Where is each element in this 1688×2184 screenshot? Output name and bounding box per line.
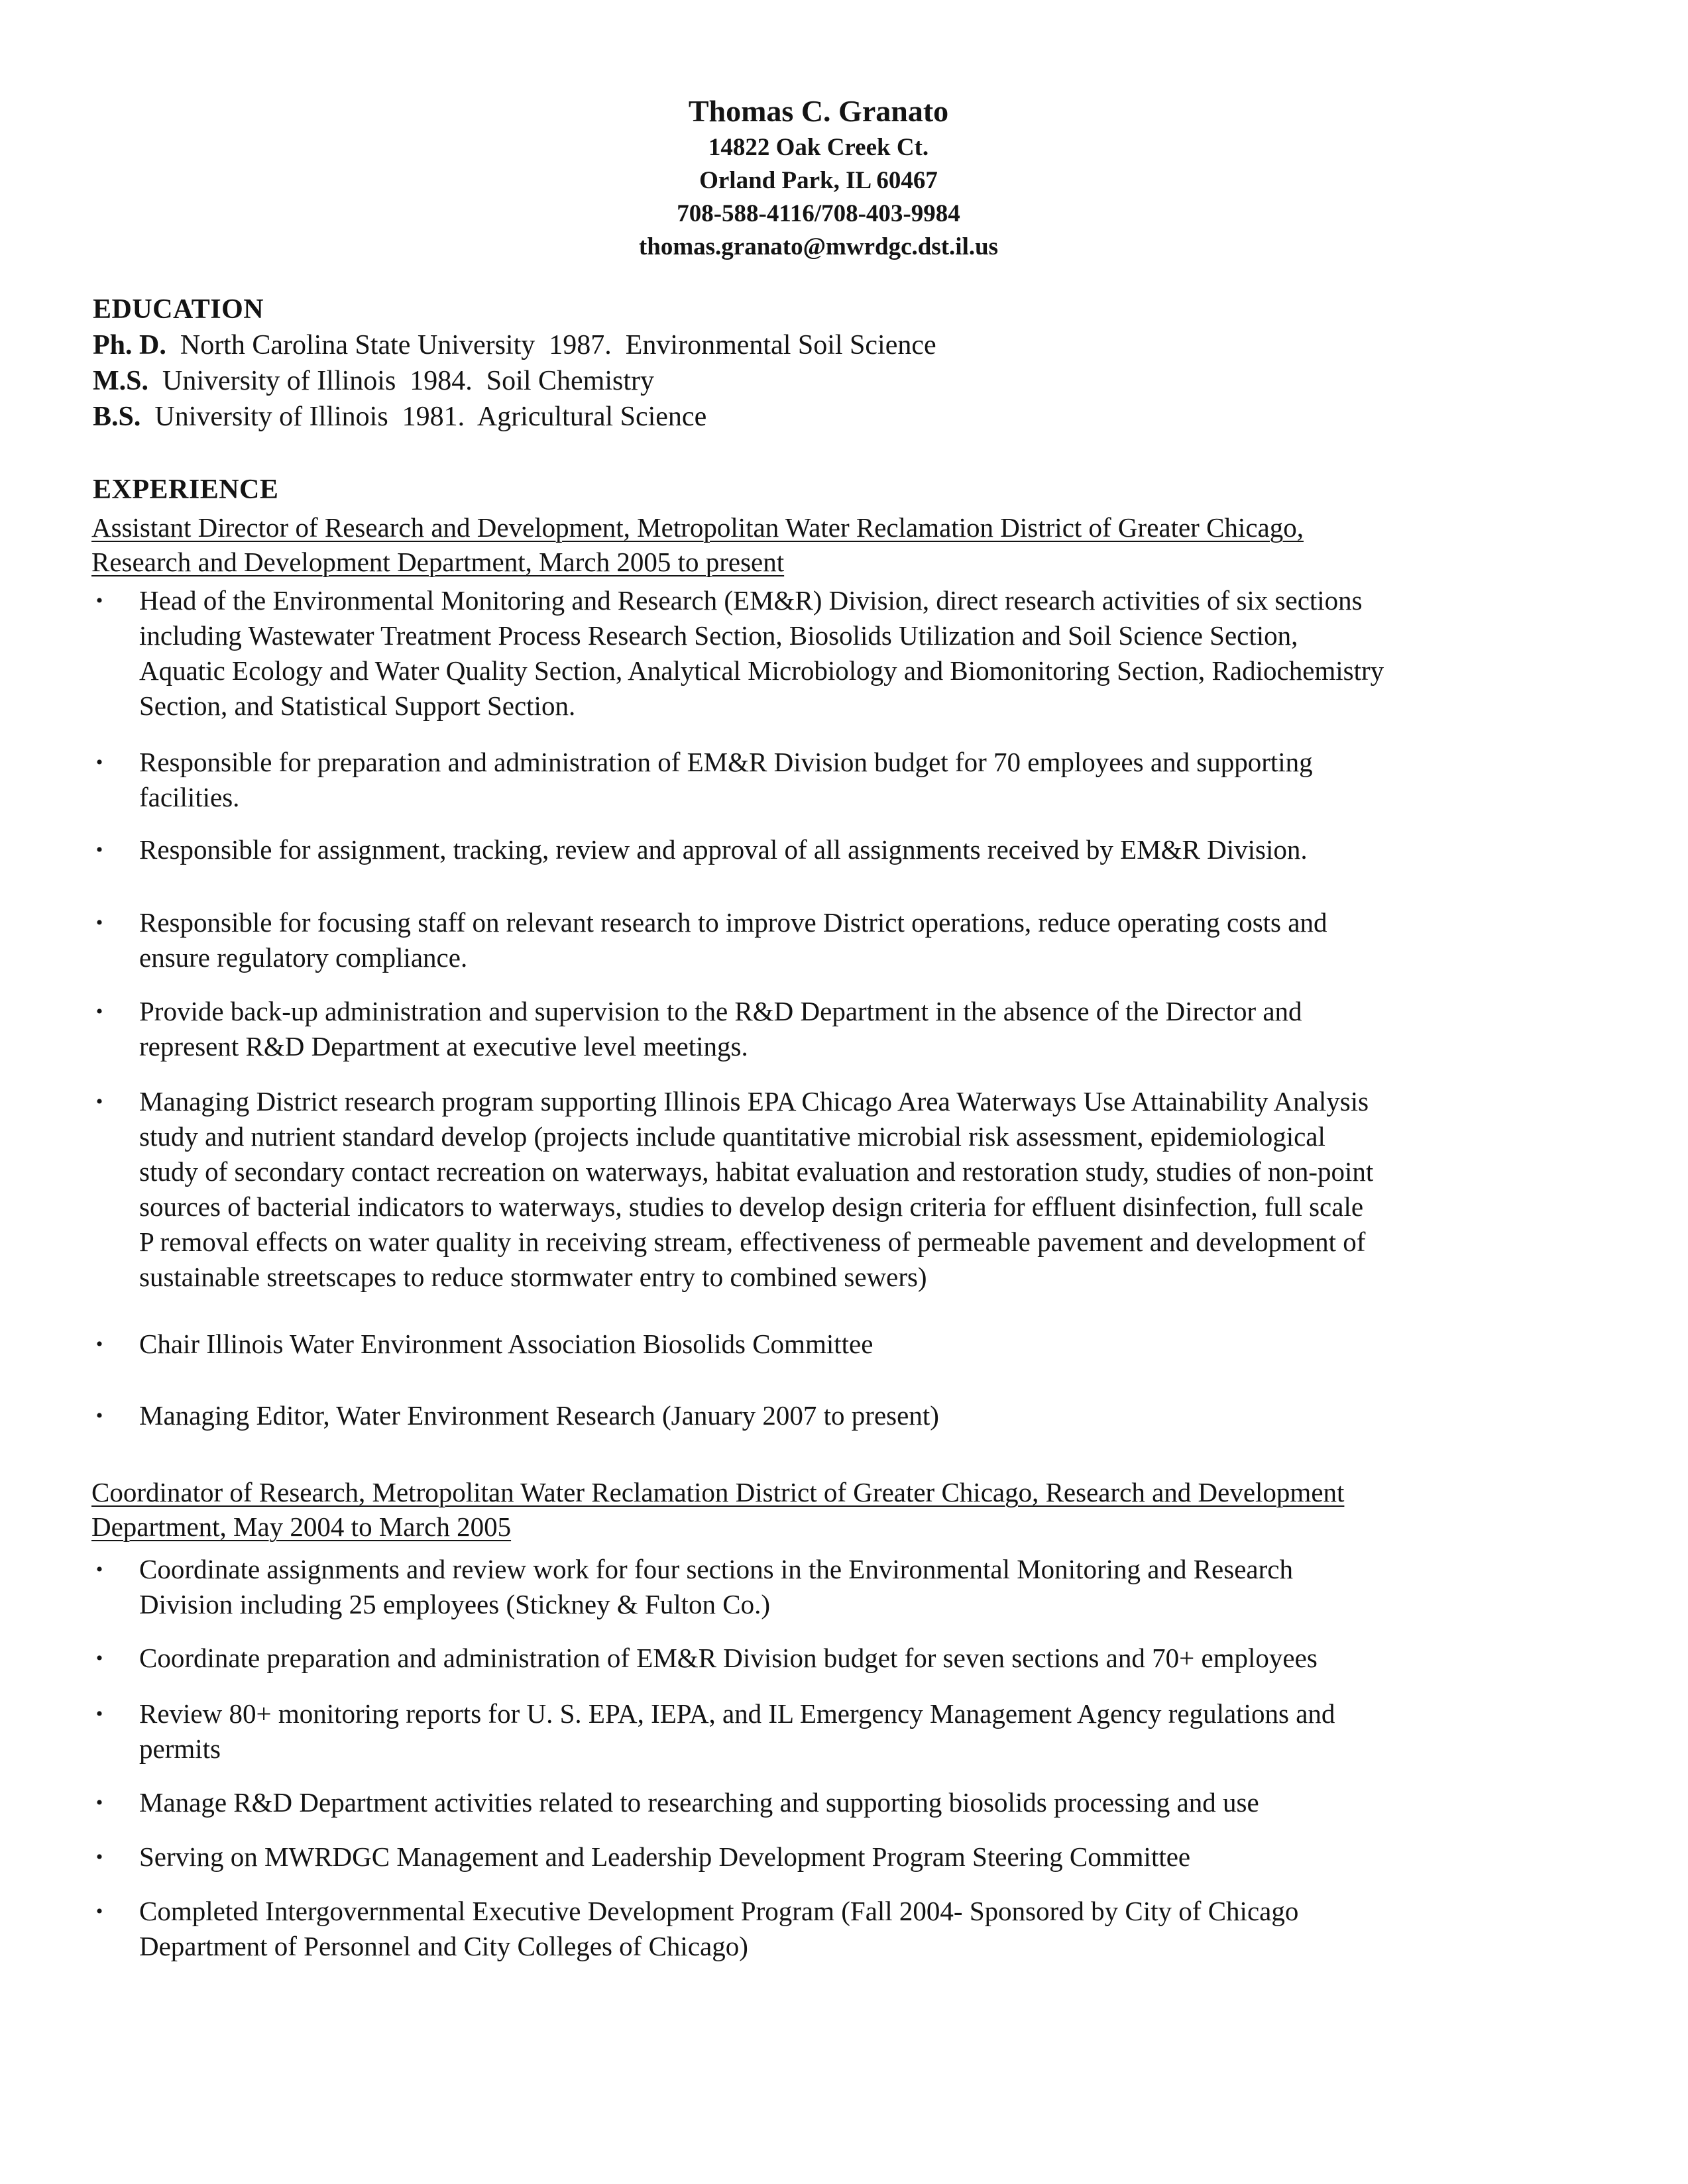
bullet-text-line: Coordinate assignments and review work for four sections in the Environmental Monitoring and Research — [139, 1554, 1293, 1584]
list-item — [86, 1894, 1531, 1964]
degree-detail: North Carolina State University 1987. Environmental Soil Science — [166, 330, 936, 360]
bullet-text-line: including Wastewater Treatment Process Research Section, Biosolids Utilization and Soil Science Section, — [139, 620, 1298, 651]
bullet-text-line: Division including 25 employees (Stickney & Fulton Co.) — [139, 1589, 771, 1619]
bullet-marker: • — [95, 912, 103, 934]
bullet-marker: • — [95, 1792, 103, 1814]
list-item — [86, 583, 1531, 724]
bullet-text-line: Managing District research program supporting Illinois EPA Chicago Area Waterways Use Attainability Analysis — [139, 1086, 1369, 1117]
education-item — [93, 363, 654, 399]
bullet-text-line: ensure regulatory compliance. — [139, 942, 468, 973]
list-item — [86, 1696, 1531, 1767]
education-item — [93, 327, 936, 363]
bullet-text-line: Responsible for assignment, tracking, review and approval of all assignments received by EM&R Division. — [139, 834, 1308, 865]
bullet-marker: • — [95, 1001, 103, 1022]
degree-detail: University of Illinois 1984. Soil Chemistry — [148, 366, 654, 396]
bullet-text-line: Review 80+ monitoring reports for U. S. EPA, IEPA, and IL Emergency Management Agency regulations and — [139, 1698, 1335, 1729]
bullet-text-line: represent R&D Department at executive level meetings. — [139, 1031, 748, 1062]
bullet-marker: • — [95, 751, 103, 773]
education-item — [93, 399, 706, 435]
job-title-line: Department, May 2004 to March 2005 — [91, 1511, 512, 1542]
bullet-marker: • — [95, 1846, 103, 1868]
bullet-text-line: Head of the Environmental Monitoring and Research (EM&R) Division, direct research activities of six sections — [139, 585, 1363, 616]
job-title — [91, 510, 1304, 579]
list-item — [86, 1839, 1531, 1875]
experience-heading: EXPERIENCE — [93, 474, 279, 505]
list-item — [86, 1641, 1531, 1676]
bullet-text-line: Managing Editor, Water Environment Research (January 2007 to present) — [139, 1400, 939, 1431]
bullet-text-line: Section, and Statistical Support Section. — [139, 690, 576, 721]
degree-label: Ph. D. — [93, 330, 166, 360]
phone-numbers: 708-588-4116/708-403-9984 — [677, 200, 960, 227]
bullet-text-line: study of secondary contact recreation on waterways, habitat evaluation and restoration study, studies of non-point — [139, 1156, 1374, 1187]
address-line-1: 14822 Oak Creek Ct. — [708, 134, 929, 161]
address-line-2: Orland Park, IL 60467 — [699, 167, 938, 194]
list-item — [86, 1398, 1531, 1433]
list-item — [86, 1552, 1531, 1622]
bullet-marker: • — [95, 1333, 103, 1355]
job-title-line: Coordinator of Research, Metropolitan Water Reclamation District of Greater Chicago, Research and Development — [91, 1477, 1345, 1507]
bullet-marker: • — [95, 1558, 103, 1580]
bullet-text-line: Responsible for focusing staff on relevant research to improve District operations, reduce operating costs and — [139, 907, 1327, 938]
list-item — [86, 1084, 1531, 1295]
degree-label: B.S. — [93, 402, 141, 432]
email-address: thomas.granato@mwrdgc.dst.il.us — [638, 233, 999, 260]
list-item — [86, 994, 1531, 1064]
bullet-text-line: Aquatic Ecology and Water Quality Section, Analytical Microbiology and Biomonitoring Section, Radiochemistry — [139, 655, 1384, 686]
bullet-text-line: Manage R&D Department activities related to researching and supporting biosolids processing and use — [139, 1787, 1259, 1818]
bullet-marker: • — [95, 839, 103, 861]
degree-label: M.S. — [93, 366, 148, 396]
bullet-marker: • — [95, 1405, 103, 1427]
bullet-marker: • — [95, 1703, 103, 1725]
bullet-text-line: sources of bacterial indicators to waterways, studies to develop design criteria for effluent disinfection, full scale — [139, 1191, 1364, 1222]
bullet-text-line: permits — [139, 1733, 221, 1764]
bullet-text-line: Responsible for preparation and administration of EM&R Division budget for 70 employees and supporting — [139, 747, 1313, 777]
bullet-text-line: Coordinate preparation and administration of EM&R Division budget for seven sections and 70+ employees — [139, 1643, 1318, 1673]
bullet-text-line: Chair Illinois Water Environment Association Biosolids Committee — [139, 1329, 873, 1359]
list-item — [86, 832, 1531, 867]
resume-header — [0, 91, 1637, 264]
bullet-text-line: Completed Intergovernmental Executive Development Program (Fall 2004- Sponsored by City of Chicago — [139, 1896, 1299, 1926]
education-heading: EDUCATION — [93, 294, 264, 325]
bullet-marker: • — [95, 1091, 103, 1113]
job-title-line: Assistant Director of Research and Development, Metropolitan Water Reclamation District of Greater Chicago, — [91, 512, 1304, 543]
bullet-text-line: Provide back-up administration and supervision to the R&D Department in the absence of the Director and — [139, 996, 1302, 1026]
job-title-line: Research and Development Department, March 2005 to present — [91, 547, 785, 577]
bullet-text-line: facilities. — [139, 782, 240, 812]
list-item — [86, 1785, 1531, 1820]
bullet-text-line: Department of Personnel and City Colleges of Chicago) — [139, 1931, 748, 1961]
person-name: Thomas C. Granato — [688, 94, 949, 128]
list-item — [86, 905, 1531, 975]
bullet-text-line: sustainable streetscapes to reduce stormwater entry to combined sewers) — [139, 1262, 927, 1292]
list-item — [86, 745, 1531, 815]
bullet-text-line: P removal effects on water quality in receiving stream, effectiveness of permeable pavement and development of — [139, 1227, 1366, 1257]
bullet-text-line: study and nutrient standard develop (projects include quantitative microbial risk assessment, epidemiological — [139, 1121, 1325, 1152]
list-item — [86, 1327, 1531, 1362]
degree-detail: University of Illinois 1981. Agricultural Science — [141, 402, 707, 432]
bullet-marker: • — [95, 1647, 103, 1669]
bullet-marker: • — [95, 590, 103, 612]
job-title — [91, 1475, 1344, 1544]
bullet-marker: • — [95, 1900, 103, 1922]
bullet-text-line: Serving on MWRDGC Management and Leadership Development Program Steering Committee — [139, 1841, 1191, 1872]
